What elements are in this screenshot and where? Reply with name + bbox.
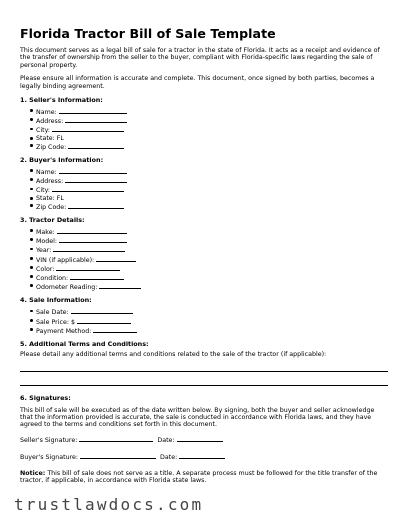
seller-fields xyxy=(20,107,388,151)
tractor-year-field[interactable]: Year: xyxy=(36,245,388,254)
buyer-name-field[interactable]: Name: xyxy=(36,167,388,176)
watermark-logo-text: trustlawdocs.com xyxy=(14,495,204,514)
buyer-signature-row: Buyer's Signature: Date: xyxy=(20,452,388,461)
signatures-section-heading: 6. Signatures: xyxy=(20,393,71,402)
intro-paragraph-1: This document serves as a legal bill of sale for a tractor in the state of Florida. It acts as a receipt and evidence of the transfer of ownership from the seller to the buyer, compliant with Florida-specific laws regarding the sale of personal property. xyxy=(20,47,380,69)
tractor-model-field[interactable]: Model: xyxy=(36,236,388,245)
seller-address-field[interactable]: Address: xyxy=(36,116,388,125)
tractor-section-heading: 3. Tractor Details: xyxy=(20,216,85,225)
buyer-signature-line[interactable] xyxy=(80,452,156,459)
buyer-date-line[interactable] xyxy=(179,452,225,459)
document-page xyxy=(20,26,388,490)
seller-date-line[interactable] xyxy=(177,435,223,442)
seller-section-heading: 1. Seller's Information: xyxy=(20,96,103,105)
buyer-section-heading: 2. Buyer's Information: xyxy=(20,156,104,165)
signatures-paragraph: This bill of sale will be executed as of the date written below. By signing, both the buyer and seller acknowledge that the information provided is accurate, the sale is conducted in accordance with Florida laws, and they have agreed to the terms and conditions set forth in this document. xyxy=(20,406,375,429)
notice-label: Notice: xyxy=(20,469,46,477)
notice-text: This bill of sale does not serve as a title. A separate process must be followed for the title transfer of the tractor, if applicable, in accordance with Florida state laws. xyxy=(20,469,378,484)
seller-zip-field[interactable]: Zip Code: xyxy=(36,142,388,151)
sale-fields xyxy=(20,307,388,335)
buyer-fields xyxy=(20,167,388,211)
sale-price-field[interactable]: Sale Price: $ xyxy=(36,317,388,326)
sale-section-heading: 4. Sale Information: xyxy=(20,296,92,305)
payment-method-field[interactable]: Payment Method: xyxy=(36,326,388,335)
seller-signature-line[interactable] xyxy=(79,435,153,442)
tractor-color-field[interactable]: Color: xyxy=(36,264,388,273)
seller-city-field[interactable]: City: xyxy=(36,125,388,134)
seller-name-field[interactable]: Name: xyxy=(36,107,388,116)
intro-paragraph-2: Please ensure all information is accurate and complete. This document, once signed by both parties, becomes a legally binding agreement. xyxy=(20,75,375,90)
tractor-vin-field[interactable]: VIN (if applicable): xyxy=(36,255,388,264)
seller-signature-row: Seller's Signature: Date: xyxy=(20,435,388,444)
tractor-fields xyxy=(20,227,388,291)
sale-date-field[interactable]: Sale Date: xyxy=(36,307,388,316)
terms-blank-line-2[interactable] xyxy=(20,385,388,386)
buyer-city-field[interactable]: City: xyxy=(36,185,388,194)
buyer-address-field[interactable]: Address: xyxy=(36,176,388,185)
terms-section-heading: 5. Additional Terms and Conditions: xyxy=(20,340,149,349)
buyer-state-field: State: FL xyxy=(36,195,388,202)
notice-paragraph xyxy=(20,470,388,485)
tractor-condition-field[interactable]: Condition: xyxy=(36,273,388,282)
terms-blank-line-1[interactable] xyxy=(20,371,388,372)
tractor-make-field[interactable]: Make: xyxy=(36,227,388,236)
tractor-odometer-field[interactable]: Odometer Reading: xyxy=(36,282,388,291)
seller-state-field: State: FL xyxy=(36,135,388,142)
document-title: Florida Tractor Bill of Sale Template xyxy=(20,26,276,41)
terms-instructions: Please detail any additional terms and conditions related to the sale of the tractor (if applicable): xyxy=(20,351,327,359)
buyer-zip-field[interactable]: Zip Code: xyxy=(36,202,388,211)
